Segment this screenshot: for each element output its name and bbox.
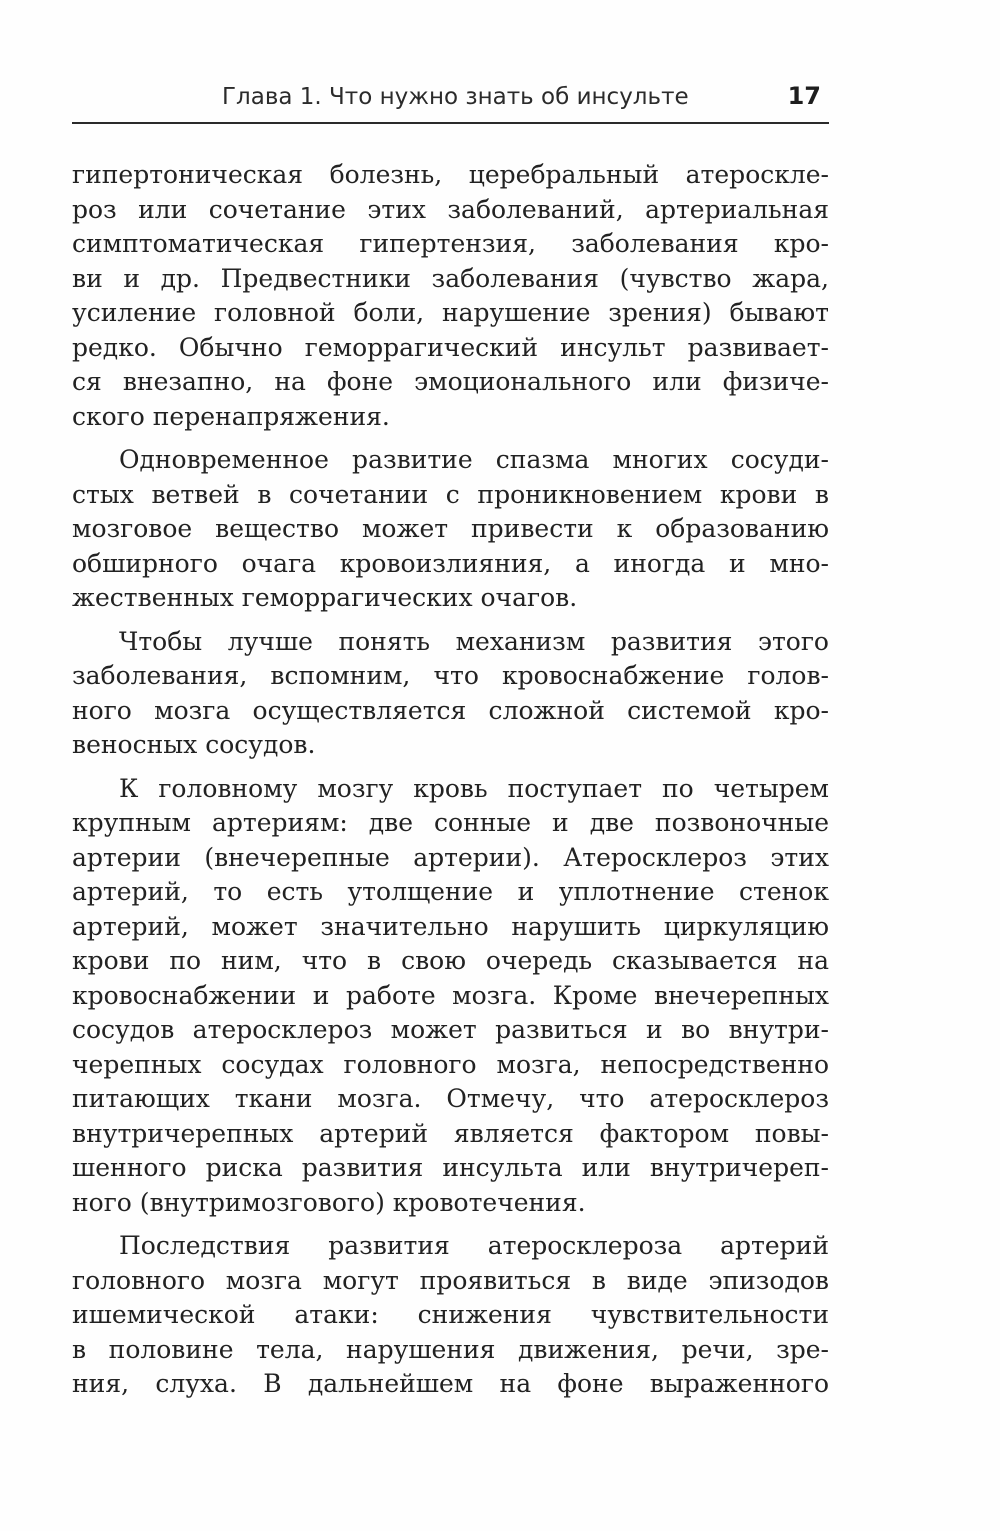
chapter-title: Глава 1. Что нужно знать об инсульте <box>222 84 689 110</box>
text-line: обширного очага кровоизлияния, а иногда и мно- <box>72 548 829 578</box>
text-line: головного мозга могут проявиться в виде эпизодов <box>72 1265 829 1295</box>
text-line: ного мозга осуществляется сложной системой кро- <box>72 695 829 725</box>
text-line: ишемической атаки: снижения чувствительности <box>72 1300 829 1329</box>
text-line: артерии (внечерепные артерии). Атеросклероз этих <box>72 842 829 872</box>
paragraph <box>72 443 829 616</box>
text-line: сосудов атеросклероз может развиться и во внутри- <box>72 1015 829 1044</box>
text-line: внутричерепных артерий является фактором повы- <box>72 1118 829 1148</box>
text-line: стых ветвей в сочетании с проникновением крови в <box>72 479 829 509</box>
body-text <box>72 158 829 1411</box>
text-line: Последствия развития атеросклероза артерий <box>119 1231 829 1260</box>
text-line: ния, слуха. В дальнейшем на фоне выраженного <box>72 1369 829 1398</box>
text-line: веносных сосудов. <box>72 730 316 759</box>
text-line: кровоснабжении и работе мозга. Кроме внечерепных <box>72 980 829 1010</box>
text-line: ского перенапряжения. <box>72 401 390 431</box>
text-line: артерий, может значительно нарушить циркуляцию <box>72 911 829 941</box>
text-line: черепных сосудах головного мозга, непосредственно <box>72 1049 829 1079</box>
paragraph <box>72 158 829 434</box>
text-line: ного (внутримозгового) кровотечения. <box>72 1187 586 1217</box>
text-line: крупным артериям: две сонные и две позвоночные <box>72 808 829 837</box>
paragraph <box>72 772 829 1221</box>
text-line: К головному мозгу кровь поступает по четырем <box>119 773 829 803</box>
text-line: ви и др. Предвестники заболевания (чувство жара, <box>72 263 829 293</box>
running-header <box>72 80 829 124</box>
text-line: ся внезапно, на фоне эмоционального или физиче- <box>72 367 829 396</box>
text-line: в половине тела, нарушения движения, речи, зре- <box>72 1334 829 1364</box>
text-line: роз или сочетание этих заболеваний, артериальная <box>72 194 829 224</box>
text-line: жественных геморрагических очагов. <box>72 583 578 612</box>
text-line: Одновременное развитие спазма многих сосуди- <box>119 445 829 474</box>
text-line: усиление головной боли, нарушение зрения) бывают <box>72 298 829 327</box>
text-line: Чтобы лучше понять механизм развития этого <box>119 626 829 656</box>
text-line: заболевания, вспомним, что кровоснабжение голов- <box>72 661 829 690</box>
paragraph <box>72 1229 829 1402</box>
text-line: гипертоническая болезнь, церебральный атероскле- <box>72 160 829 189</box>
paragraph <box>72 625 829 763</box>
text-line: редко. Обычно геморрагический инсульт развивает- <box>72 332 829 362</box>
text-line: питающих ткани мозга. Отмечу, что атеросклероз <box>72 1084 829 1113</box>
text-line: мозговое вещество может привести к образованию <box>72 514 829 543</box>
text-line: симптоматическая гипертензия, заболевания кро- <box>72 229 829 258</box>
text-line: шенного риска развития инсульта или внутричереп- <box>72 1153 829 1182</box>
text-line: крови по ним, что в свою очередь сказывается на <box>72 946 829 975</box>
page-number: 17 <box>787 82 821 110</box>
text-line: артерий, то есть утолщение и уплотнение стенок <box>72 877 829 906</box>
